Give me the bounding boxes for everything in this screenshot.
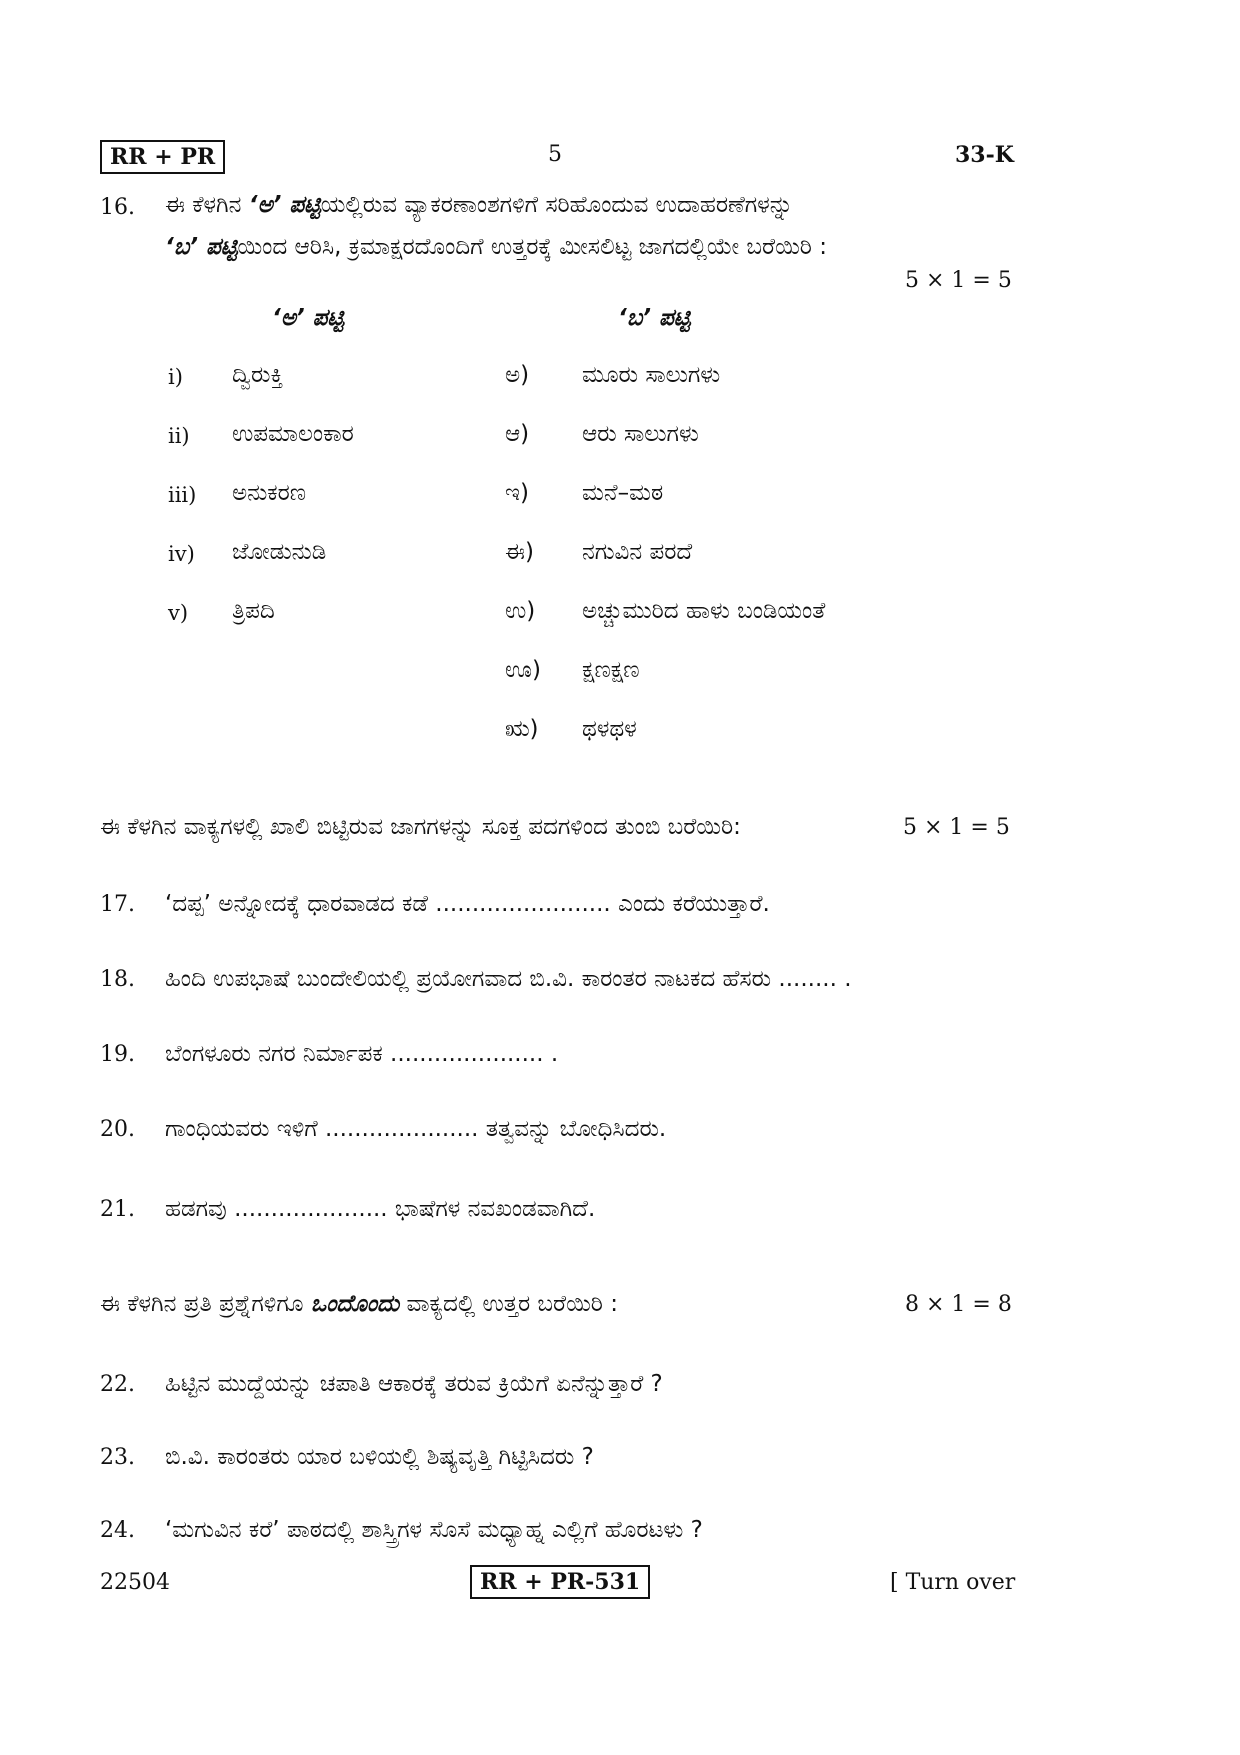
col-a-item: ಅನುಕರಣ xyxy=(232,480,307,506)
question-number: 24. xyxy=(100,1518,135,1543)
col-a-item: ಜೋಡುನುಡಿ xyxy=(232,539,327,565)
short-marks: 8 × 1 = 8 xyxy=(905,1292,1012,1317)
col-b-item: ಮನೆ–ಮಠ xyxy=(582,480,664,506)
short-text-b: ವಾಕ್ಯದಲ್ಲಿ ಉತ್ತರ ಬರೆಯಿರಿ : xyxy=(406,1291,618,1317)
question-number: 16. xyxy=(100,195,135,220)
question-text: ಹಿಂದಿ ಉಪಭಾಷೆ ಬುಂದೇಲಿಯಲ್ಲಿ ಪ್ರಯೋಗವಾದ ಬಿ.ವಿ. ಕಾರಂತರ ನಾಟಕದ ಹೆಸರು ........ . xyxy=(165,966,852,992)
turn-over: [ Turn over xyxy=(890,1570,1016,1595)
col-a-key: iv) xyxy=(168,542,195,566)
q16-text-b: ಯಲ್ಲಿರುವ ವ್ಯಾಕರಣಾಂಶಗಳಿಗೆ ಸರಿಹೊಂದುವ ಉದಾಹರಣೆಗಳನ್ನು xyxy=(320,192,793,218)
short-bold: ಒಂದೊಂದು xyxy=(310,1291,400,1317)
header-badge: RR + PR xyxy=(100,140,225,174)
short-text-a: ಈ ಕೆಳಗಿನ ಪ್ರತಿ ಪ್ರಶ್ನೆಗಳಿಗೂ xyxy=(100,1291,304,1317)
col-b-item: ಅಚ್ಚುಮುರಿದ ಹಾಳು ಬಂಡಿಯಂತೆ xyxy=(582,598,826,624)
fill-marks: 5 × 1 = 5 xyxy=(903,815,1010,840)
q16-bold-b: ‘ಬ’ ಪಟ್ಟಿ xyxy=(165,234,238,260)
col-b-key: ಋ) xyxy=(505,716,539,742)
col-b-key: ಈ) xyxy=(505,539,534,565)
col-a-key: i) xyxy=(168,365,183,389)
question-text: ‘ಮಗುವಿನ ಕರೆ’ ಪಾಠದಲ್ಲಿ ಶಾಸ್ತ್ರಿಗಳ ಸೊಸೆ ಮಧ್ಯಾಹ್ನ ಎಲ್ಲಿಗೆ ಹೊರಟಳು ? xyxy=(165,1517,703,1543)
question-number: 17. xyxy=(100,892,135,917)
col-a-item: ಉಪಮಾಲಂಕಾರ xyxy=(232,421,354,447)
q16-bold-a: ‘ಅ’ ಪಟ್ಟಿ xyxy=(248,192,321,218)
col-a-key: ii) xyxy=(168,424,190,448)
fill-instruction: ಈ ಕೆಳಗಿನ ವಾಕ್ಯಗಳಲ್ಲಿ ಖಾಲಿ ಬಿಟ್ಟಿರುವ ಜಾಗಗಳನ್ನು ಸೂಕ್ತ ಪದಗಳಿಂದ ತುಂಬಿ ಬರೆಯಿರಿ: xyxy=(100,814,741,840)
question-16-line2 xyxy=(165,230,827,264)
col-b-item: ನಗುವಿನ ಪರದೆ xyxy=(582,539,693,565)
footer-code: 22504 xyxy=(100,1570,170,1595)
col-b-key: ಇ) xyxy=(505,480,529,506)
question-text: ಹಿಟ್ಟಿನ ಮುದ್ದೆಯನ್ನು ಚಪಾತಿ ಆಕಾರಕ್ಕೆ ತರುವ ಕ್ರಿಯೆಗೆ ಏನೆನ್ನುತ್ತಾರೆ ? xyxy=(165,1371,663,1397)
question-text: ಗಾಂಧಿಯವರು ಇಳಿಗೆ ..................... ತತ್ವವನ್ನು ಬೋಧಿಸಿದರು. xyxy=(165,1116,667,1142)
footer-badge: RR + PR-531 xyxy=(470,1565,650,1599)
col-a-key: iii) xyxy=(168,483,197,507)
question-number: 18. xyxy=(100,967,135,992)
col-b-item: ಕ್ಷಣಕ್ಷಣ xyxy=(582,657,640,683)
question-text: ಬಿ.ವಿ. ಕಾರಂತರು ಯಾರ ಬಳಿಯಲ್ಲಿ ಶಿಷ್ಯವೃತ್ತಿ ಗಿಟ್ಟಿಸಿದರು ? xyxy=(165,1444,594,1470)
question-16-line1 xyxy=(165,188,793,222)
paper-code: 33-K xyxy=(955,142,1014,168)
col-b-key: ಉ) xyxy=(505,598,536,624)
question-number: 23. xyxy=(100,1445,135,1470)
question-number: 22. xyxy=(100,1372,135,1397)
question-number: 21. xyxy=(100,1197,135,1222)
question-text: ಹಡಗವು ..................... ಭಾಷೆಗಳ ನವಖಂಡವಾಗಿದೆ. xyxy=(165,1196,596,1222)
col-b-item: ಥಳಥಳ xyxy=(582,716,637,742)
page-number: 5 xyxy=(548,142,562,167)
col-b-key: ಆ) xyxy=(505,421,530,447)
column-a-title: ‘ಅ’ ಪಟ್ಟಿ xyxy=(272,305,345,331)
short-instruction xyxy=(100,1287,618,1321)
col-b-item: ಆರು ಸಾಲುಗಳು xyxy=(582,421,699,447)
q16-marks: 5 × 1 = 5 xyxy=(905,268,1012,293)
q16-text-a: ಈ ಕೆಳಗಿನ xyxy=(165,192,242,218)
col-b-key: ಊ) xyxy=(505,657,541,683)
col-a-item: ದ್ವಿರುಕ್ತಿ xyxy=(232,362,284,388)
col-a-key: v) xyxy=(168,601,189,625)
question-text: ‘ದಪ್ಪ’ ಅನ್ನೋದಕ್ಕೆ ಧಾರವಾಡದ ಕಡೆ ........................ ಎಂದು ಕರೆಯುತ್ತಾರೆ. xyxy=(165,891,770,917)
question-number: 20. xyxy=(100,1117,135,1142)
col-a-item: ತ್ರಿಪದಿ xyxy=(232,598,275,624)
question-number: 19. xyxy=(100,1042,135,1067)
col-b-item: ಮೂರು ಸಾಲುಗಳು xyxy=(582,362,721,388)
col-b-key: ಅ) xyxy=(505,362,530,388)
column-b-title: ‘ಬ’ ಪಟ್ಟಿ xyxy=(618,305,691,331)
question-text: ಬೆಂಗಳೂರು ನಗರ ನಿರ್ಮಾಪಕ ..................... . xyxy=(165,1041,559,1067)
q16-text-c: ಯಿಂದ ಆರಿಸಿ, ಕ್ರಮಾಕ್ಷರದೊಂದಿಗೆ ಉತ್ತರಕ್ಕೆ ಮೀಸಲಿಟ್ಟ ಜಾಗದಲ್ಲಿಯೇ ಬರೆಯಿರಿ : xyxy=(237,234,827,260)
